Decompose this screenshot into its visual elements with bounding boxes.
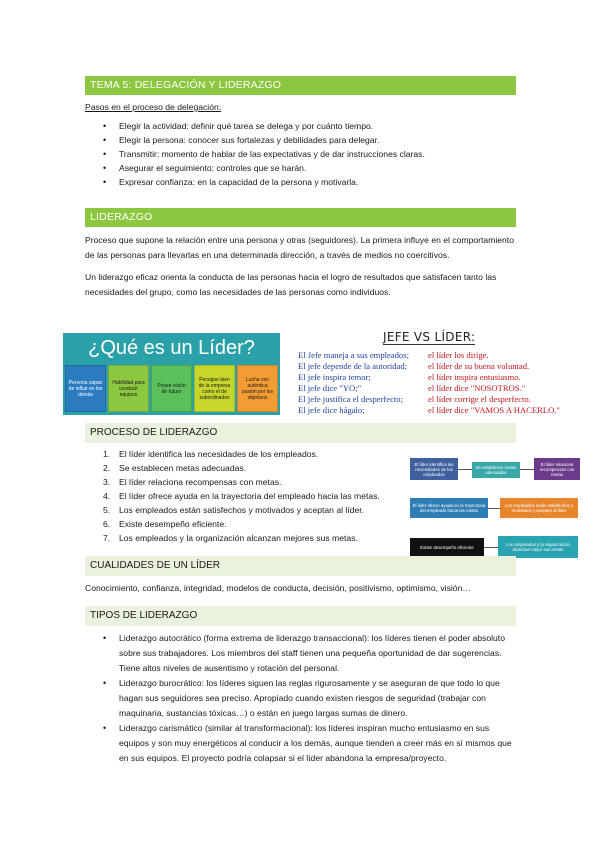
flow-step: El líder identifica las necesidades de los empleados bbox=[410, 458, 458, 480]
lider-line: el líder inspira entusiasmo. bbox=[428, 372, 521, 382]
lider-line: el líder dice "NOSOTROS." bbox=[428, 383, 526, 393]
flow-step: El líder relaciona recompensas con metas bbox=[534, 458, 580, 480]
jefe-vs-lider-title: JEFE VS LÍDER: bbox=[383, 330, 476, 344]
list-item: 2. Se establecen metas adecuadas. bbox=[103, 463, 247, 473]
section-title-tipos: TIPOS DE LIDERAZGO bbox=[85, 606, 516, 626]
tipos-list bbox=[85, 631, 516, 766]
flow-step: Se establecen metas adecuadas bbox=[472, 462, 520, 478]
list-item: 5. Los empleados están satisfechos y motivados y aceptan al líder. bbox=[103, 505, 365, 515]
liderazgo-eficaz: Un liderazgo eficaz orienta la conducta de las personas hacia el logro de resultados que satisfacen tanto las necesidades del grupo, como las necesidades de las personas como individuos. bbox=[85, 272, 497, 297]
list-item: 7. Los empleados y la organización alcanzan mejores sus metas. bbox=[103, 533, 358, 543]
list-item: 4. El líder ofrece ayuda en la trayectoria del empleado hacia las metas. bbox=[103, 491, 380, 501]
list-item: • Expresar confianza: en la capacidad de la persona y motivarla. bbox=[85, 175, 516, 189]
section-tipos bbox=[85, 606, 516, 766]
section-title-tema5: TEMA 5: DELEGACIÓN Y LIDERAZGO bbox=[85, 76, 516, 95]
cualidades-text: Conocimiento, confianza, integridad, modelos de conducta, decisión, positivismo, optimismo, visión… bbox=[85, 583, 471, 593]
jefe-line: El Jefe maneja a sus empleados; bbox=[298, 350, 409, 360]
jefe-line: El jefe dice hágalo; bbox=[298, 405, 365, 415]
delegation-steps-list bbox=[85, 119, 516, 189]
flow-step: Los empleados y la organización alcanzan mejor sus metas bbox=[498, 536, 578, 558]
hero-cell: Lucha con auténtica pasión por los objetivos bbox=[237, 365, 278, 412]
que-es-un-lider-graphic bbox=[63, 333, 280, 415]
list-item: • Liderazgo carismático (similar al transformacional): los líderes inspiran mucho entusiasmo en sus equipos y son muy energéticos al conducir a los demás, aunque tienden a creer más en sí mismos que en sus equipos. El proyecto podría colapsar si el líder abandona la empresa/proyecto. bbox=[85, 721, 516, 766]
lider-line: el líder dice "VAMOS A HACERLO." bbox=[428, 405, 560, 415]
jefe-line: El jefe justifica el desperfecto; bbox=[298, 394, 403, 404]
flow-arrow bbox=[488, 508, 500, 509]
hero-cell: Habilidad para conducir equipos bbox=[108, 365, 149, 412]
flow-arrow bbox=[484, 547, 498, 548]
section-liderazgo bbox=[85, 208, 516, 300]
list-item: • Elegir la actividad: definir qué tarea se delega y por cuánto tiempo. bbox=[85, 119, 516, 133]
section-delegacion bbox=[85, 76, 516, 189]
jefe-line: El jefe dice "YO;" bbox=[298, 383, 362, 393]
hero-cells bbox=[65, 365, 278, 412]
list-item: • Liderazgo autocrático (forma extrema de liderazgo transaccional): los líderes tienen el poder absoluto sobre sus trabajadores. Los miembros del staff tienen una pequeña oportunidad de dar sugerencias. Tiene altos niveles de ausentismo y rotación del personal. bbox=[85, 631, 516, 676]
jefe-line: El jefe inspira temor; bbox=[298, 372, 371, 382]
list-item: 6. Existe desempeño eficiente. bbox=[103, 519, 227, 529]
delegation-steps-heading: Pasos en el proceso de delegación: bbox=[85, 102, 222, 112]
hero-title: ¿Qué es un Líder? bbox=[88, 337, 255, 359]
list-item: • Asegurar el seguimiento: controles que se harán. bbox=[85, 161, 516, 175]
section-title-proceso: PROCESO DE LIDERAZGO bbox=[85, 423, 516, 443]
section-title-cualidades: CUALIDADES DE UN LÍDER bbox=[85, 556, 516, 576]
liderazgo-definition: Proceso que supone la relación entre una persona y otras (seguidores). La primera influye en el comportamiento de las personas para llevarlas en una determinada dirección, a través de medios no coercitivos. bbox=[85, 235, 514, 260]
flow-step: Existe desempeño eficiente bbox=[410, 538, 484, 556]
list-item: • Liderazgo burocrático: los líderes siguen las reglas rigurosamente y se aseguran de que todo lo que hagan sus seguidores sea preciso. Apropiado cuando existen riesgos de seguridad (trabajar con maquinaria, sustancias tóxicas…) o están en juego largas sumas de dinero. bbox=[85, 676, 516, 721]
list-item: • Elegir la persona: conocer sus fortalezas y debilidades para delegar. bbox=[85, 133, 516, 147]
flow-step: Los empleados están satisfechos y motivados y aceptan al líder bbox=[500, 498, 578, 518]
hero-cell: Persigue bien de la empresa como el de subordinados bbox=[194, 365, 235, 412]
section-title-liderazgo: LIDERAZGO bbox=[85, 208, 516, 227]
hero-cell: Persona capaz de influir en los demás bbox=[65, 365, 106, 412]
proceso-flow-diagram bbox=[410, 458, 580, 558]
flow-arrow bbox=[520, 469, 534, 470]
jefe-line: El jefe depende de la autoridad; bbox=[298, 361, 408, 371]
flow-step: El líder ofrece ayuda en la trayectoria del empleado hacia las metas bbox=[410, 498, 488, 518]
flow-arrow bbox=[458, 469, 472, 470]
section-cualidades bbox=[85, 556, 516, 596]
list-item: 1. El líder identifica las necesidades de los empleados. bbox=[103, 449, 319, 459]
list-item: 3. El líder relaciona recompensas con metas. bbox=[103, 477, 282, 487]
jefe-vs-lider bbox=[298, 330, 598, 420]
lider-line: el líder corrige el desperfecto. bbox=[428, 394, 531, 404]
list-item: • Transmitir: momento de hablar de las expectativas y de dar instrucciones claras. bbox=[85, 147, 516, 161]
lider-line: el líder de su buena voluntad. bbox=[428, 361, 530, 371]
hero-cell: Posee visión de futuro bbox=[151, 365, 192, 412]
lider-line: el líder los dirige. bbox=[428, 350, 489, 360]
